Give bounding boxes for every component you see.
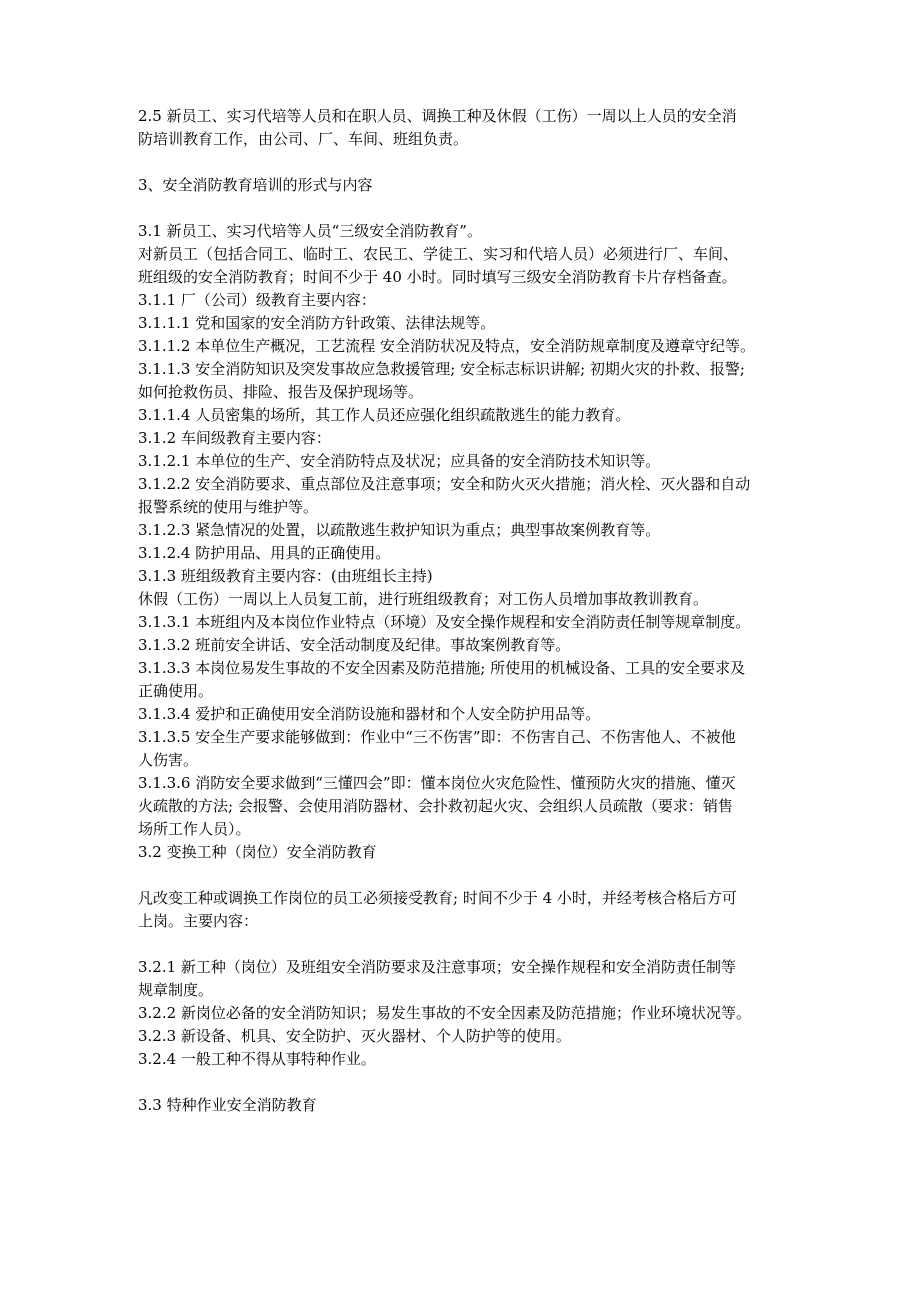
text-line: 3.1.3.3 本岗位易发生事故的不安全因素及防范措施; 所使用的机械设备、工具的安全要求及 [138, 659, 746, 677]
paragraph [138, 174, 786, 197]
text-line: 场所工作人员）。 [138, 820, 251, 838]
text-line: 如何抢救伤员、排险、报告及保护现场等。 [138, 383, 424, 401]
text-line: 3.2.2 新岗位必备的安全消防知识；易发生事故的不安全因素及防范措施；作业环境状况等。 [138, 1004, 751, 1022]
text-line: 2.5 新员工、实习代培等人员和在职人员、调换工种及休假（工伤）一周以上人员的安全消 [138, 107, 737, 125]
text-line: 凡改变工种或调换工作岗位的员工必须接受教育; 时间不少于 4 小时，并经考核合格后方可 [138, 889, 737, 907]
text-line: 3.2 变换工种（岗位）安全消防教育 [138, 843, 377, 861]
paragraph-gap [138, 197, 786, 220]
text-line: 班组级的安全消防教育；时间不少于 40 小时。同时填写三级安全消防教育卡片存档备查。 [138, 268, 737, 286]
text-line: 休假（工伤）一周以上人员复工前，进行班组级教育；对工伤人员增加事故教训教育。 [138, 590, 709, 608]
text-line: 3.1.2.3 紧急情况的处置，以疏散逃生救护知识为重点；典型事故案例教育等。 [138, 521, 661, 539]
text-line: 3.2.3 新设备、机具、安全防护、灭火器材、个人防护等的使用。 [138, 1027, 571, 1045]
text-line: 3.3 特种作业安全消防教育 [138, 1096, 317, 1114]
text-line: 3、安全消防教育培训的形式与内容 [138, 176, 373, 194]
text-line: 对新员工（包括合同工、临时工、农民工、学徒工、实习和代培人员）必须进行厂、车间、 [138, 245, 739, 263]
text-line: 3.1.1.2 本单位生产概况，工艺流程 安全消防状况及特点，安全消防规章制度及遵章守纪等。 [138, 337, 756, 355]
paragraph-gap [138, 151, 786, 174]
text-line: 3.2.4 一般工种不得从事特种作业。 [138, 1050, 376, 1068]
text-line: 3.1.3.2 班前安全讲话、安全活动制度及纪律。事故案例教育等。 [138, 636, 571, 654]
text-line: 正确使用。 [138, 682, 214, 700]
text-line: 3.1.1.4 人员密集的场所，其工作人员还应强化组织疏散逃生的能力教育。 [138, 406, 631, 424]
text-line: 人伤害。 [138, 751, 199, 769]
paragraph [138, 105, 786, 151]
text-line: 3.1.3.4 爱护和正确使用安全消防设施和器材和个人安全防护用品等。 [138, 705, 601, 723]
text-line: 报警系统的使用与维护等。 [138, 498, 319, 516]
text-line: 3.1.2.4 防护用品、用具的正确使用。 [138, 544, 391, 562]
text-line: 防培训教育工作，由公司、厂、车间、班组负责。 [138, 130, 469, 148]
paragraph-gap [138, 933, 786, 956]
text-line: 3.1.1.1 党和国家的安全消防方针政策、法律法规等。 [138, 314, 496, 332]
text-line: 3.1.1 厂（公司）级教育主要内容： [138, 291, 376, 309]
paragraph-gap [138, 1071, 786, 1094]
text-line: 3.1.2.1 本单位的生产、安全消防特点及状况；应具备的安全消防技术知识等。 [138, 452, 661, 470]
text-line: 规章制度。 [138, 981, 214, 999]
paragraph [138, 220, 786, 864]
text-line: 3.1.2 车间级教育主要内容： [138, 429, 331, 447]
text-line: 3.1.1.3 安全消防知识及突发事故应急救援管理; 安全标志标识讲解; 初期火灾的扑救、报警; [138, 360, 745, 378]
text-line: 3.2.1 新工种（岗位）及班组安全消防要求及注意事项；安全操作规程和安全消防责任制等 [138, 958, 736, 976]
text-line: 3.1.3.6 消防安全要求做到“三懂四会”即：懂本岗位火灾危险性、懂预防火灾的措施、懂灭 [138, 774, 736, 792]
text-line: 3.1 新员工、实习代培等人员“三级安全消防教育”。 [138, 222, 482, 240]
paragraph [138, 1094, 786, 1117]
paragraph [138, 887, 786, 933]
text-line: 3.1.3 班组级教育主要内容：(由班组长主持) [138, 567, 433, 585]
document-body [138, 105, 786, 1117]
text-line: 上岗。主要内容： [138, 912, 259, 930]
text-line: 3.1.3.5 安全生产要求能够做到：作业中“三不伤害”即：不伤害自己、不伤害他人、不被他 [138, 728, 736, 746]
paragraph-gap [138, 864, 786, 887]
text-line: 3.1.3.1 本班组内及本岗位作业特点（环境）及安全操作规程和安全消防责任制等规章制度。 [138, 613, 751, 631]
text-line: 火疏散的方法; 会报警、会使用消防器材、会扑救初起火灾、会组织人员疏散（要求：销售 [138, 797, 733, 815]
text-line: 3.1.2.2 安全消防要求、重点部位及注意事项；安全和防火灭火措施；消火栓、灭火器和自动 [138, 475, 751, 493]
paragraph [138, 956, 786, 1071]
